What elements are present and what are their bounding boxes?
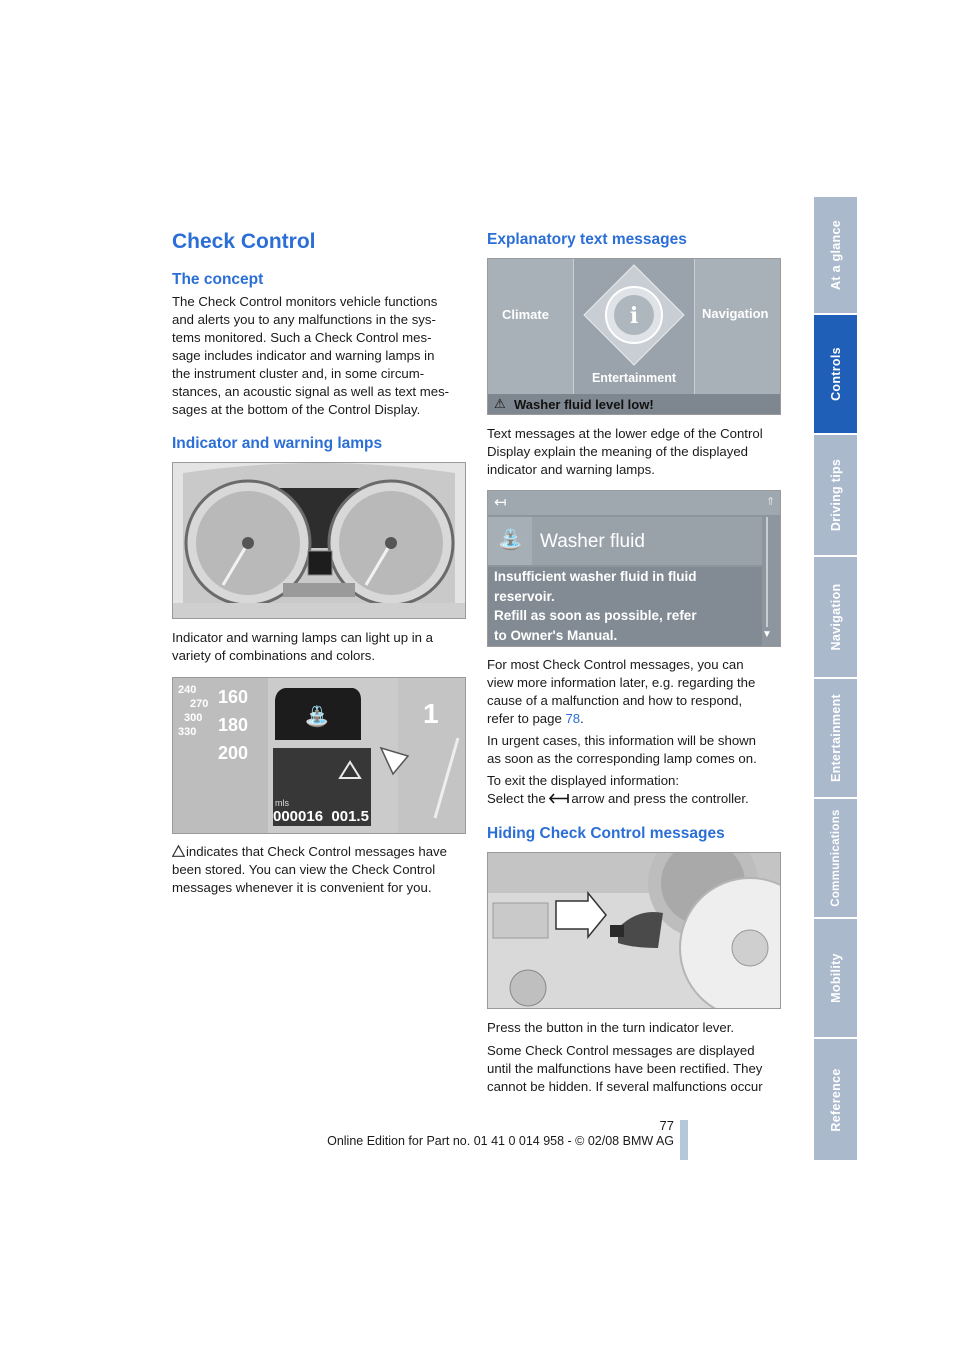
svg-text:i: i bbox=[629, 303, 639, 329]
tab-mobility[interactable]: Mobility bbox=[814, 919, 857, 1039]
washer-fluid-icon: ⛲ bbox=[304, 706, 330, 728]
menu-climate[interactable]: Climate bbox=[502, 307, 549, 322]
warning-display-figure bbox=[172, 677, 466, 834]
message-text: Washer fluid level low! bbox=[514, 397, 654, 412]
urgent-paragraph: In urgent cases, this information will be shown as soon as the corresponding lamp comes on. bbox=[487, 733, 757, 766]
lamps-paragraph: Indicator and warning lamps can light up in a variety of combinations and colors. bbox=[172, 630, 433, 663]
message-bar bbox=[488, 394, 780, 414]
page-title: Check Control bbox=[172, 230, 316, 253]
speed-ticks-large: 160 180 200 bbox=[218, 687, 249, 763]
instrument-cluster-figure bbox=[172, 462, 466, 619]
warning-triangle-icon: ⚠ bbox=[494, 396, 506, 411]
rpm-tick: 1 bbox=[423, 698, 439, 729]
control-display-figure bbox=[487, 258, 781, 415]
page-number: 77 bbox=[659, 1118, 674, 1133]
footer-text: Online Edition for Part no. 01 41 0 014 958 - © 02/08 BMW AG bbox=[327, 1134, 674, 1148]
more-info-paragraph: For most Check Control messages, you can view more information later, e.g. regarding the cause of a malfunction and how to respond, refer to page 78. bbox=[487, 657, 756, 726]
tab-controls[interactable]: Controls bbox=[814, 315, 857, 435]
stored-paragraph: indicates that Check Control messages have been stored. You can view the Check Control messages whenever it is convenient for you. bbox=[172, 844, 447, 895]
press-paragraph: Press the button in the turn indicator lever. bbox=[487, 1020, 735, 1035]
text-messages-heading: Explanatory text messages bbox=[487, 231, 687, 248]
tab-at-a-glance[interactable]: At a glance bbox=[814, 197, 857, 315]
instrument-cluster-illustration bbox=[173, 463, 465, 618]
tab-reference[interactable]: Reference bbox=[814, 1039, 857, 1160]
menu-navigation[interactable]: Navigation bbox=[702, 306, 769, 321]
back-arrow-icon[interactable]: ↤ bbox=[494, 494, 507, 511]
exit-paragraph: To exit the displayed information: Select the arrow and press the controller. bbox=[487, 772, 749, 808]
concept-paragraph: The Check Control monitors vehicle functions and alerts you to any malfunctions in the sys- tems monitored. Such a Check Control mes- sage includes indicator and warning lamps in the instrument cluster and, in some circum- stances, an acoustic signal as well as text mes- sages at the bottom of the Control Display. bbox=[172, 294, 450, 417]
turn-lever-figure bbox=[487, 852, 781, 1009]
washer-detail-figure bbox=[487, 490, 781, 647]
footer-bar bbox=[680, 1120, 688, 1160]
scroll-down-icon[interactable]: ▼ bbox=[762, 629, 772, 640]
turn-lever-illustration bbox=[488, 853, 780, 1008]
hide-heading: Hiding Check Control messages bbox=[487, 825, 725, 842]
detail-text: Insufficient washer fluid in fluid reservoir. Refill as soon as possible, refer to Owner's Manual. bbox=[494, 569, 697, 643]
some-messages-paragraph: Some Check Control messages are displayed until the malfunctions have been rectified. They cannot be hidden. If several malfunctions occur bbox=[487, 1043, 763, 1094]
warning-triangle-icon bbox=[172, 844, 186, 862]
odometer-unit: mls bbox=[275, 798, 289, 808]
text-paragraph: Text messages at the lower edge of the Control Display explain the meaning of the displayed indicator and warning lamps. bbox=[487, 426, 763, 477]
tab-driving-tips[interactable]: Driving tips bbox=[814, 435, 857, 557]
speed-ticks: 240 270 300 330 bbox=[178, 684, 209, 738]
odometer: 000016 001.5 bbox=[273, 808, 369, 825]
tab-communications[interactable]: Communications bbox=[814, 799, 857, 919]
back-arrow-icon bbox=[549, 791, 571, 809]
concept-heading: The concept bbox=[172, 271, 264, 288]
tab-navigation[interactable]: Navigation bbox=[814, 557, 857, 679]
chapter-tabs bbox=[814, 197, 857, 1160]
lamps-heading: Indicator and warning lamps bbox=[172, 435, 383, 452]
washer-fluid-icon: ⛲ bbox=[498, 529, 523, 551]
scroll-up-icon[interactable]: ⇑ bbox=[766, 496, 776, 508]
scrollbar[interactable] bbox=[766, 517, 768, 627]
page-link[interactable]: 78 bbox=[565, 711, 581, 726]
menu-entertainment[interactable]: Entertainment bbox=[591, 371, 677, 385]
detail-title: Washer fluid bbox=[540, 531, 645, 552]
tab-entertainment[interactable]: Entertainment bbox=[814, 679, 857, 799]
